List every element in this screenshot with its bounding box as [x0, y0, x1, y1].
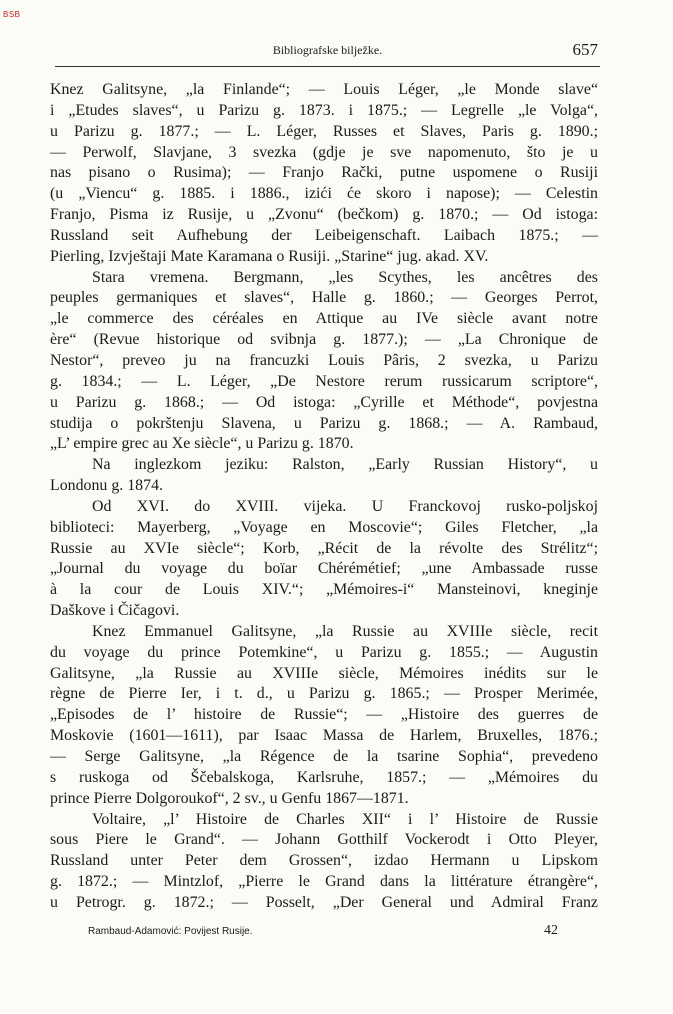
text-line: (u „Viencu“ g. 1885. i 1886., izići će skoro i napose); — Celestin: [50, 185, 598, 203]
text-line: „Journal du voyage du boïar Chérémétief; „une Ambassade russe: [50, 560, 598, 578]
text-line: nas pisano o Rusima); — Franjo Rački, putne uspomene o Rusiji: [50, 164, 598, 182]
text-line: u Petrogr. g. 1872.; — Posselt, „Der General und Admiral Franz: [50, 893, 598, 911]
text-line: ère“ (Revue historique od svibnja g. 1877.); — „La Chronique de: [50, 331, 598, 349]
text-line: règne de Pierre Ier, i t. d., u Parizu g. 1865.; — Prosper Merimée,: [50, 685, 598, 703]
text-line: g. 1834.; — L. Léger, „De Nestore rerum russicarum scriptore“,: [50, 372, 598, 390]
text-line: du voyage du prince Potemkine“, u Parizu g. 1855.; — Augustin: [50, 643, 598, 661]
text-line: „Episodes de l’ histoire de Russie“; — „Histoire des guerres de: [50, 706, 598, 724]
footer-book-title: Rambaud-Adamović: Povijest Rusije.: [88, 926, 253, 937]
page-footer: [88, 923, 558, 938]
text-line: peuples germaniques et slaves“, Halle g. 1860.; — Georges Perrot,: [50, 289, 598, 307]
text-line: sous Piere le Grand“. — Johann Gotthilf Vockerodt i Otto Pleyer,: [50, 831, 598, 849]
text-line: i „Etudes slaves“, u Parizu g. 1873. i 1875.; — Legrelle „le Volga“,: [50, 101, 598, 119]
text-line: Voltaire, „l’ Histoire de Charles XII“ i l’ Histoire de Russie: [92, 810, 598, 828]
text-line: prince Pierre Dolgoroukof“, 2 sv., u Genfu 1867—1871.: [50, 789, 409, 807]
text-line: Stara vremena. Bergmann, „les Scythes, les ancêtres des: [92, 268, 598, 286]
text-line: u Parizu g. 1868.; — Od istoga: „Cyrille et Méthode“, povjestna: [50, 393, 598, 411]
text-line: Od XVI. do XVIII. vijeka. U Franckovoj rusko-poljskoj: [92, 497, 598, 515]
text-line: Londonu g. 1874.: [50, 477, 163, 495]
text-line: Knez Emmanuel Galitsyne, „la Russie au XVIIIe siècle, recit: [92, 622, 598, 640]
signature-mark: 42: [544, 923, 558, 938]
text-line: studija o pokrštenju Slavena, u Parizu g. 1868.; — A. Rambaud,: [50, 414, 598, 432]
text-line: Pierling, Izvještaji Mate Karamana o Rusiji. „Starine“ jug. akad. XV.: [50, 247, 489, 265]
text-line: „le commerce des céréales en Attique au IVe siècle avant notre: [50, 310, 598, 328]
text-line: Nestor“, preveo ju na francuzki Louis Pâris, 2 svezka, u Parizu: [50, 351, 598, 369]
text-line: — Perwolf, Slavjane, 3 svezka (gdje je sve napomenuto, što je u: [50, 143, 598, 161]
page-body: [50, 80, 598, 914]
text-line: à la cour de Louis XIV.“; „Mémoires-i“ Mansteinovi, kneginje: [50, 581, 598, 599]
text-line: Knez Galitsyne, „la Finlande“; — Louis Léger, „le Monde slave“: [50, 81, 598, 98]
text-line: „L’ empire grec au Xe siècle“, u Parizu g. 1870.: [50, 435, 354, 453]
text-line: Na inglezkom jeziku: Ralston, „Early Russian History“, u: [92, 456, 598, 474]
text-line: — Serge Galitsyne, „la Régence de la tsarine Sophia“, prevedeno: [50, 748, 598, 765]
text-line: s ruskoga od Ščebalskoga, Karlsruhe, 1857.; — „Mémoires du: [50, 768, 598, 786]
page-number: 657: [572, 40, 598, 59]
text-line: Daškove i Čičagovi.: [50, 602, 180, 620]
text-line: Franjo, Pisma iz Rusije, u „Zvonu“ (bečkom) g. 1870.; — Od istoga:: [50, 206, 598, 224]
library-stamp: BSB: [3, 10, 21, 19]
text-line: Russie au XVIe siècle“; Korb, „Récit de la révolte des Strélitz“;: [50, 539, 598, 557]
text-line: g. 1872.; — Mintzlof, „Pierre le Grand dans la littérature étrangère“,: [50, 873, 598, 891]
text-line: u Parizu g. 1877.; — L. Léger, Russes et Slaves, Paris g. 1890.;: [50, 122, 598, 140]
text-line: biblioteci: Mayerberg, „Voyage en Moscovie“; Giles Fletcher, „la: [50, 518, 598, 536]
page-header: [55, 38, 600, 67]
text-line: Russland seit Aufhebung der Leibeigenschaft. Laibach 1875.; —: [50, 226, 598, 244]
running-title: Bibliografske bilježke.: [272, 43, 383, 57]
text-line: Moskovie (1601—1611), par Isaac Massa de Harlem, Bruxelles, 1876.;: [50, 727, 598, 745]
text-line: Galitsyne, „la Russie au XVIIIe siècle, Mémoires inédits sur le: [50, 664, 598, 682]
text-line: Russland unter Peter dem Grossen“, izdao Hermann u Lipskom: [50, 852, 598, 870]
